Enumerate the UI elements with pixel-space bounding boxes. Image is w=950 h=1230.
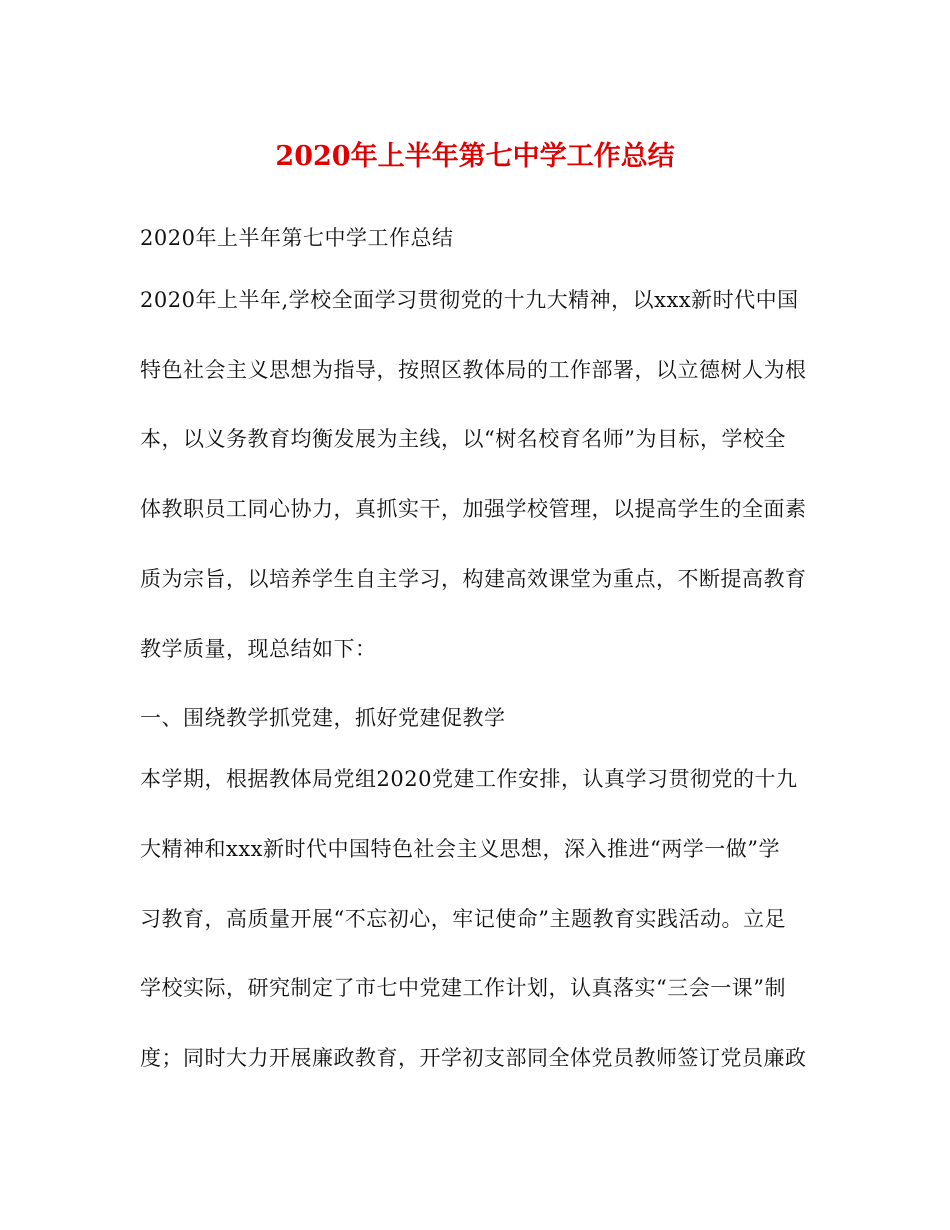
section-heading: 一、围绕教学抓党建，抓好党建促教学 [140,706,506,730]
paragraph-line: 教学质量，现总结如下： [140,637,377,661]
paragraph-line: 学校实际，研究制定了市七中党建工作计划，认真落实“三会一课”制 [140,976,786,1000]
paragraph-line: 本，以义务教育均衡发展为主线，以“树名校育名师”为目标，学校全 [140,427,786,451]
document-title: 2020年上半年第七中学工作总结 [275,141,675,172]
paragraph-line: 质为宗旨，以培养学生自主学习，构建高效课堂为重点，不断提高教育 [140,567,807,591]
paragraph-line: 习教育，高质量开展“不忘初心，牢记使命”主题教育实践活动。立足 [140,907,786,931]
paragraph-line: 度；同时大力开展廉政教育，开学初支部同全体党员教师签订党员廉政 [140,1046,807,1070]
paragraph-line: 本学期，根据教体局党组2020党建工作安排，认真学习贯彻党的十九 [140,767,798,791]
paragraph-line: 体教职员工同心协力，真抓实干，加强学校管理，以提高学生的全面素 [140,497,807,521]
subtitle-line: 2020年上半年第七中学工作总结 [140,226,454,250]
paragraph-line: 2020年上半年,学校全面学习贯彻党的十九大精神，以xxx新时代中国 [140,288,799,312]
paragraph-line: 大精神和xxx新时代中国特色社会主义思想，深入推进“两学一做”学 [140,837,780,861]
paragraph-line: 特色社会主义思想为指导，按照区教体局的工作部署，以立德树人为根 [140,358,807,382]
